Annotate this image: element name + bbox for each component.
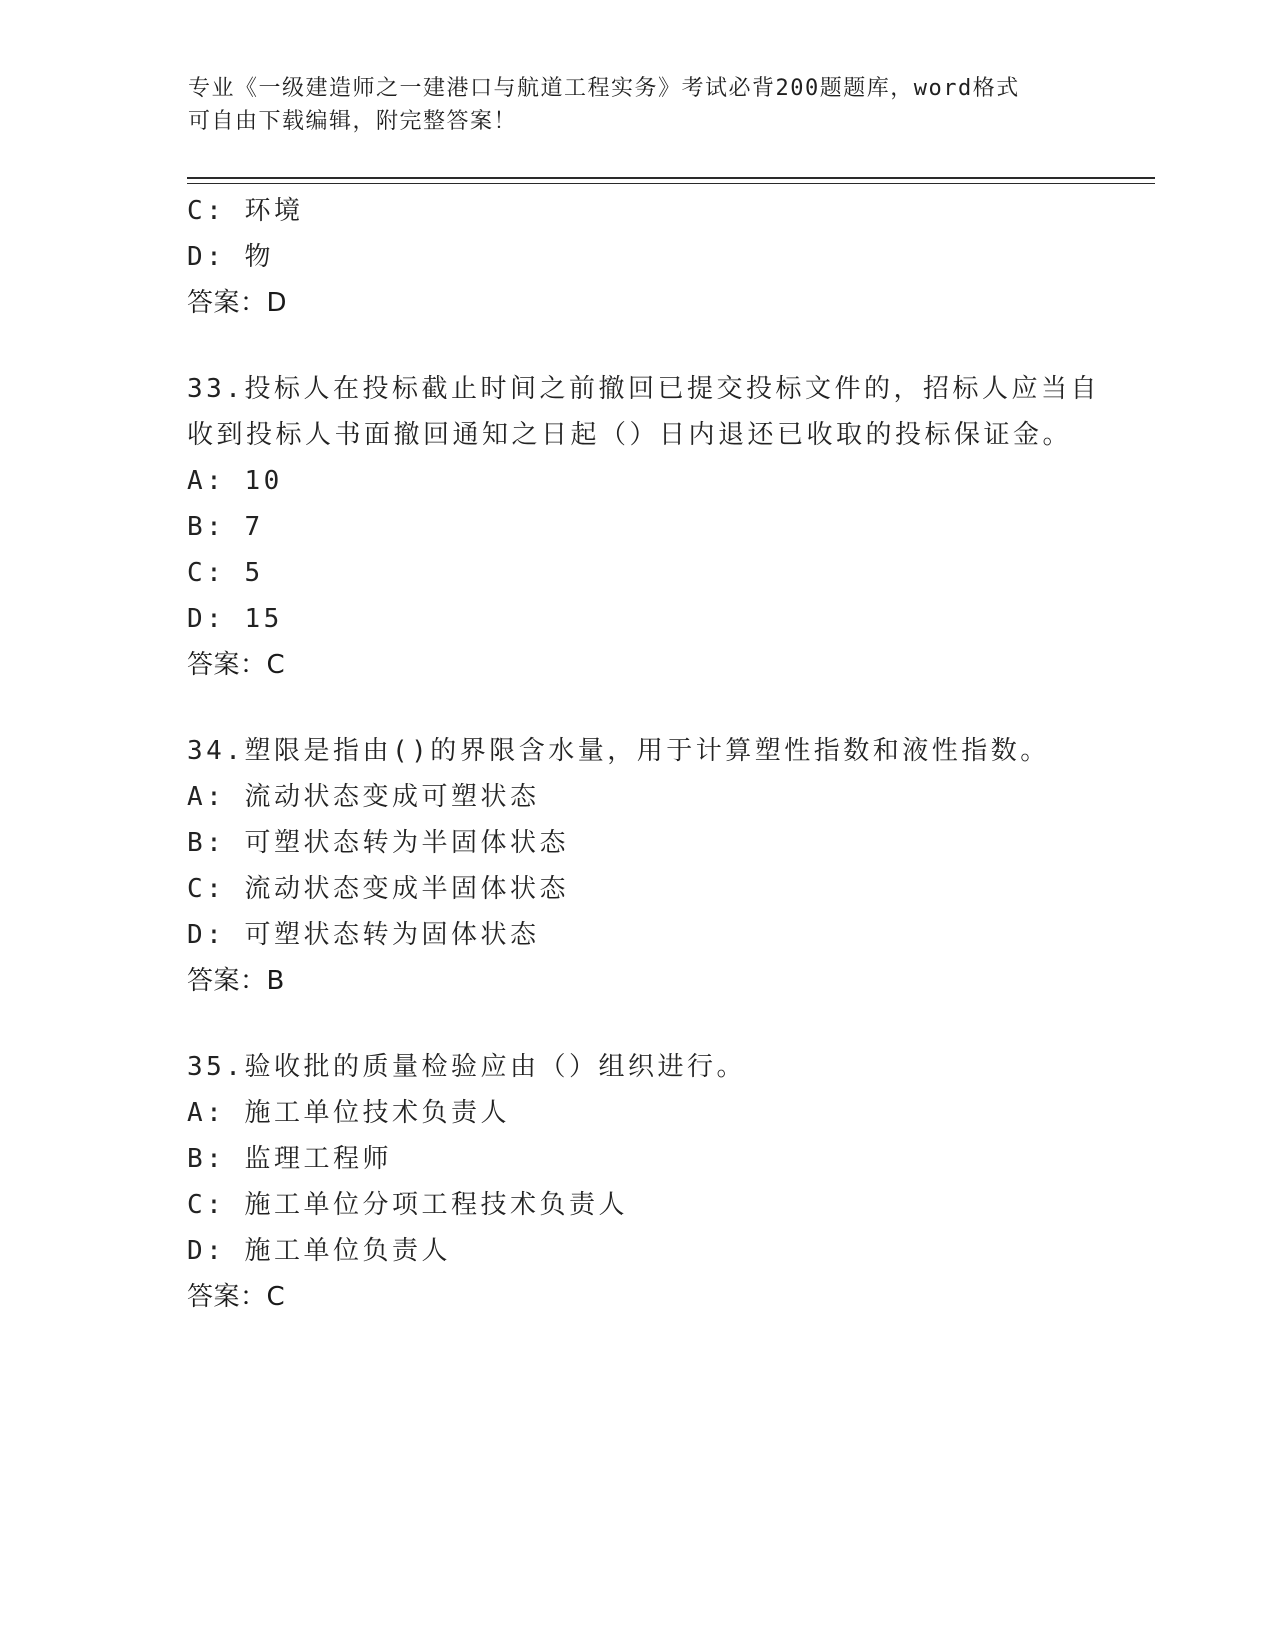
option-label: D: [187, 1236, 226, 1266]
option-c [187, 550, 1087, 596]
option-label: C: [187, 558, 226, 588]
option-label: C: [187, 1190, 226, 1220]
option-c [187, 1182, 1087, 1228]
option-label: A: [187, 782, 226, 812]
option-a [187, 458, 1087, 504]
option-text: 7 [244, 512, 264, 542]
question-34 [187, 728, 1087, 1004]
option-text: 可塑状态转为半固体状态 [244, 828, 569, 858]
answer-line: 答案：B [187, 966, 285, 996]
option-label: D: [187, 920, 226, 950]
document-header [188, 72, 1068, 138]
option-d [187, 1228, 1087, 1274]
answer-line: 答案：D [187, 288, 288, 318]
option-b [187, 504, 1087, 550]
question-content [187, 188, 1100, 1320]
question-stem: 34.塑限是指由()的界限含水量，用于计算塑性指数和液性指数。 [187, 736, 1050, 766]
answer-line: 答案：C [187, 1282, 286, 1312]
question-stem: 33.投标人在投标截止时间之前撤回已提交投标文件的，招标人应当自 [187, 374, 1100, 404]
option-label: B: [187, 828, 226, 858]
option-text: 流动状态变成可塑状态 [244, 782, 540, 812]
option-d [187, 596, 1087, 642]
option-text: 流动状态变成半固体状态 [244, 874, 569, 904]
option-b [187, 820, 1087, 866]
header-divider-thick [187, 177, 1155, 179]
option-text: 施工单位技术负责人 [244, 1098, 510, 1128]
question-35 [187, 1044, 1087, 1320]
answer-line: 答案：C [187, 650, 286, 680]
option-label: B: [187, 512, 226, 542]
question-32-continuation [187, 188, 1087, 326]
option-text: 施工单位负责人 [244, 1236, 451, 1266]
option-label: D: [187, 604, 226, 634]
option-text: 施工单位分项工程技术负责人 [244, 1190, 628, 1220]
option-d [187, 912, 1087, 958]
header-title-line-1: 专业《一级建造师之一建港口与航道工程实务》考试必背200题题库，word格式 [188, 76, 1020, 101]
option-label: D: [187, 242, 226, 272]
option-label: A: [187, 466, 226, 496]
option-text: 物 [244, 242, 274, 272]
option-text: 15 [244, 604, 283, 634]
question-stem: 收到投标人书面撤回通知之日起（）日内退还已收取的投标保证金。 [187, 420, 1073, 450]
option-c [187, 188, 1087, 234]
option-b [187, 1136, 1087, 1182]
option-text: 监理工程师 [244, 1144, 392, 1174]
header-divider-thin [187, 183, 1155, 184]
option-label: C: [187, 874, 226, 904]
option-text: 5 [244, 558, 264, 588]
option-text: 可塑状态转为固体状态 [244, 920, 540, 950]
question-stem: 35.验收批的质量检验应由（）组织进行。 [187, 1052, 746, 1082]
option-label: C: [187, 196, 226, 226]
header-title-line-2: 可自由下载编辑，附完整答案！ [188, 109, 518, 134]
option-a [187, 774, 1087, 820]
option-a [187, 1090, 1087, 1136]
option-label: B: [187, 1144, 226, 1174]
option-c [187, 866, 1087, 912]
option-text: 10 [244, 466, 283, 496]
question-33 [187, 366, 1100, 688]
option-label: A: [187, 1098, 226, 1128]
option-d [187, 234, 1087, 280]
option-text: 环境 [244, 196, 304, 226]
